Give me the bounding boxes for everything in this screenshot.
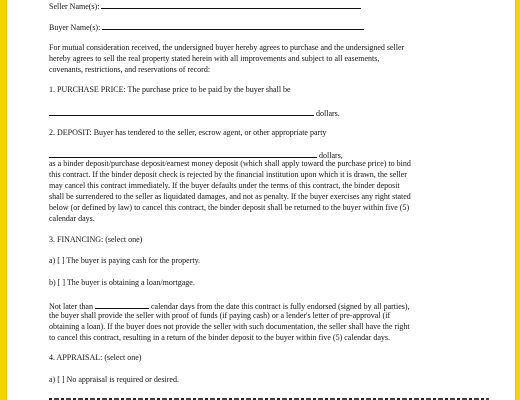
deposit-body-line: shall be surrendered to the seller as liquidated damages, and not as penalty. If the buyer exercises any right stated xyxy=(49,192,411,201)
financing-option-a[interactable]: a) [ ] The buyer is paying cash for the property. xyxy=(49,256,201,265)
financing-heading: 3. FINANCING: (select one) xyxy=(49,235,143,244)
deposit-body-line: as a binder deposit/purchase deposit/earnest money deposit (which shall apply toward the purchase price) to bind xyxy=(49,159,411,168)
appraisal-heading: 4. APPRAISAL: (select one) xyxy=(49,353,142,362)
financing-deadline-text: calendar days from the date this contract is fully endorsed (signed by all parties), xyxy=(150,302,410,311)
purchase-price-dollars: dollars. xyxy=(316,109,340,118)
deposit-body-line: may cancel this contract immediately. If the buyer defaults under the terms of this contract, the binder deposit xyxy=(49,181,400,190)
deposit-body-line: calendar days. xyxy=(49,214,95,223)
financing-body-line: the buyer shall provide the seller with proof of funds (if paying cash) or a lender's letter of pre-approval (if xyxy=(49,311,391,320)
deposit-amount-field[interactable] xyxy=(49,149,317,158)
intro-line: For mutual consideration received, the undersigned buyer hereby agrees to purchase and the undersigned seller xyxy=(49,43,405,52)
financing-body-line: to cancel this contract, resulting in a return of the binder deposit to the buyer within five (5) calendar days. xyxy=(49,333,390,342)
cut-off-line xyxy=(49,392,489,400)
seller-name-label: Seller Name(s): xyxy=(49,2,100,11)
buyer-name-line xyxy=(49,21,364,33)
purchase-price-heading: 1. PURCHASE PRICE: The purchase price to be paid by the buyer shall be xyxy=(49,85,291,94)
purchase-price-amount-line xyxy=(49,107,340,119)
purchase-price-field[interactable] xyxy=(49,107,314,116)
financing-days-field[interactable] xyxy=(95,300,149,309)
not-later-than-label: Not later than xyxy=(49,302,93,311)
buyer-name-label: Buyer Name(s): xyxy=(49,23,101,32)
intro-line: covenants, restrictions, and reservations of record: xyxy=(49,65,211,74)
seller-name-line xyxy=(49,0,361,12)
seller-name-field[interactable] xyxy=(101,0,361,9)
deposit-heading: 2. DEPOSIT: Buyer has tendered to the seller, escrow agent, or other appropriate party xyxy=(49,128,327,137)
financing-option-b[interactable]: b) [ ] The buyer is obtaining a loan/mortgage. xyxy=(49,278,195,287)
buyer-name-field[interactable] xyxy=(102,21,364,30)
intro-line: hereby agrees to sell the real property stated herein with all improvements and subject to all easements, xyxy=(49,54,380,63)
document-page xyxy=(6,0,516,400)
deposit-dollars: dollars, xyxy=(319,151,343,160)
financing-body-line: obtaining a loan). If the buyer does not provide the seller with such documentation, the seller shall have the right xyxy=(49,322,410,331)
deposit-body-line: below (or defined by law) to cancel this contract, the binder deposit shall be returned to the buyer within five (5) xyxy=(49,203,410,212)
deposit-body-line: this contract. If the binder deposit check is rejected by the financial institution upon which it is drawn, the seller xyxy=(49,170,407,179)
appraisal-option-a[interactable]: a) [ ] No appraisal is required or desired. xyxy=(49,375,179,384)
